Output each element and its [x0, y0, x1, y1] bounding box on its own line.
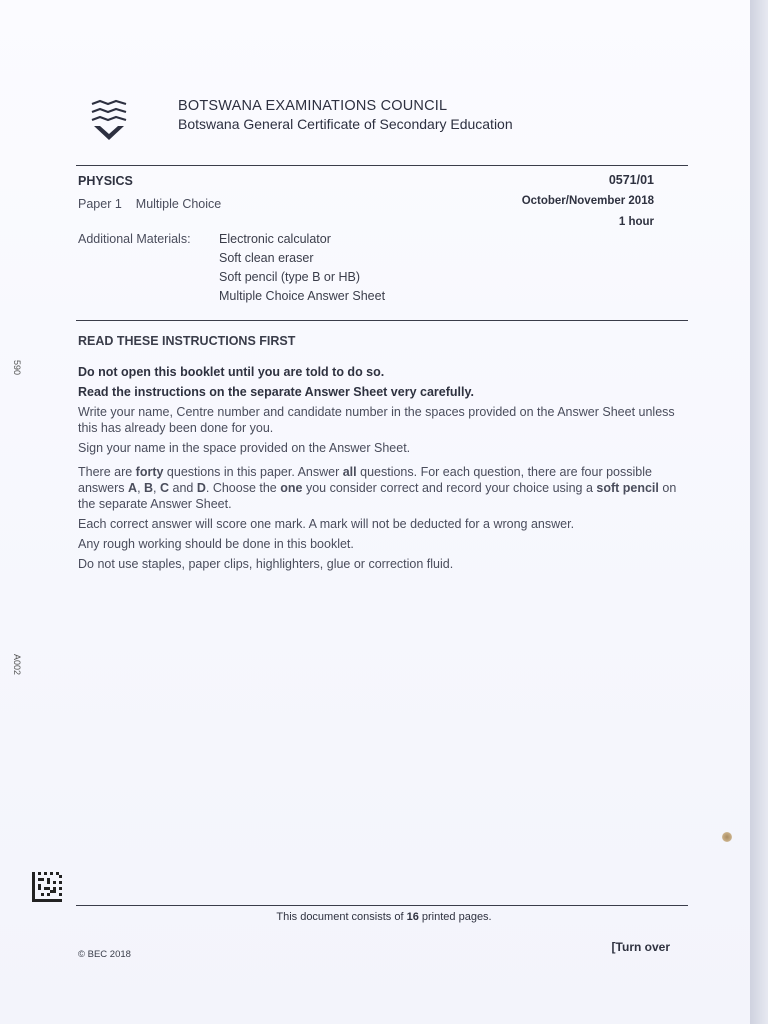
subject-title: PHYSICS: [78, 174, 133, 188]
materials-item: Multiple Choice Answer Sheet: [219, 289, 386, 303]
datamatrix-barcode-icon: [32, 872, 62, 902]
exam-session: October/November 2018: [521, 195, 654, 207]
bec-logo-icon: [86, 98, 132, 144]
margin-code-bottom: A002: [12, 654, 22, 676]
instruction-line: Each correct answer will score one mark. A mark will not be deducted for a wrong answer.: [78, 517, 575, 531]
paper-number: Paper 1: [78, 197, 122, 211]
paper-type: Multiple Choice: [135, 197, 222, 211]
instruction-line: Do not open this booklet until you are told to do so.: [78, 365, 385, 379]
instruction-line: Any rough working should be done in this booklet.: [78, 537, 354, 551]
materials-item: Soft clean eraser: [219, 251, 314, 265]
instruction-line: There are forty questions in this paper. Answer all questions. For each question, there are four possible answers A, B, C and D. Choose the one you consider correct and record your choice using a soft pencil on the separate Answer Sheet.: [78, 465, 677, 511]
council-name: BOTSWANA EXAMINATIONS COUNCIL: [178, 98, 448, 114]
materials-list: [219, 232, 385, 308]
instruction-line: Do not use staples, paper clips, highlighters, glue or correction fluid.: [78, 557, 454, 571]
materials-label: Additional Materials:: [78, 232, 191, 246]
paper-code: 0571/01: [608, 173, 654, 187]
certificate-name: Botswana General Certificate of Secondary Education: [178, 116, 513, 132]
instructions-body: [78, 364, 678, 576]
copyright-notice: © BEC 2018: [78, 949, 131, 960]
margin-code-top: 590: [12, 360, 22, 376]
turn-over-label: [Turn over: [611, 940, 670, 954]
materials-item: Soft pencil (type B or HB): [219, 270, 361, 284]
page-count-note: This document consists of 16 printed pages.: [276, 911, 492, 923]
materials-item: Electronic calculator: [219, 232, 331, 246]
instructions-divider: [76, 320, 688, 321]
header-divider: [76, 165, 688, 166]
paper-stain: [722, 832, 732, 842]
exam-duration: 1 hour: [618, 216, 654, 228]
instruction-line: Write your name, Centre number and candidate number in the spaces provided on the Answer Sheet unless this has already been done for you.: [78, 405, 675, 435]
instruction-line: Read the instructions on the separate Answer Sheet very carefully.: [78, 385, 474, 399]
footer-divider: [76, 905, 688, 906]
instruction-line: Sign your name in the space provided on the Answer Sheet.: [78, 441, 411, 455]
instructions-heading: READ THESE INSTRUCTIONS FIRST: [78, 334, 296, 348]
paper-info: [78, 197, 221, 211]
page-edge: [750, 0, 768, 1024]
